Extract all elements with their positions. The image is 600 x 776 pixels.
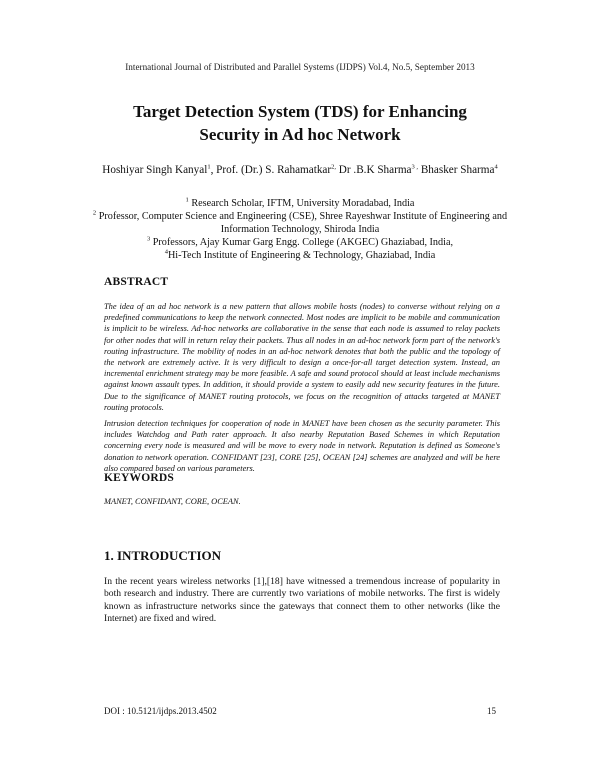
journal-header: International Journal of Distributed and Parallel Systems (IJDPS) Vol.4, No.5, September 2013 <box>125 62 475 72</box>
paper-title <box>60 100 540 146</box>
affiliation-3-text: Professors, Ajay Kumar Garg Engg. College (AKGEC) Ghaziabad, India, <box>150 237 454 248</box>
title-line-1: Target Detection System (TDS) for Enhancing <box>133 102 467 121</box>
author-list <box>100 162 500 178</box>
author-1: Hoshiyar Singh Kanyal <box>102 164 208 176</box>
page-number: 15 <box>487 706 496 716</box>
affiliation-3 <box>90 236 510 249</box>
affiliation-1-text: Research Scholar, IFTM, University Moradabad, India <box>188 198 415 209</box>
affiliation-2 <box>90 210 510 236</box>
abstract-heading: ABSTRACT <box>104 276 169 288</box>
affiliation-3-sup: 3 <box>146 235 151 243</box>
affiliation-4-sup: 4 <box>164 248 168 256</box>
introduction-paragraph-1: In the recent years wireless networks [1],[18] have witnessed a tremendous increase of popularity in both research and industry. There are currently two variations of mobile networks. The first is widely known as infrastructure networks since the gateways that connect them to other networks (like the Internet) are fixed and wired. <box>104 576 500 625</box>
affiliation-1 <box>90 197 510 210</box>
affiliation-2-sup: 2 <box>92 209 97 217</box>
author-3: Dr .B.K Sharma <box>336 164 412 176</box>
abstract-paragraph-2: Intrusion detection techniques for cooperation of node in MANET have been chosen as the security parameter. This includes Watchdog and Path rater approach. It also nearby Reputation Based Schemes in which Reputation concerning every node is measured and will be move to every node in network. Reputation is defined as Someone's donation to network operation. CONFIDANT [23], CORE [25], OCEAN [24] schemes are analyzed and will be here also compared based on various parameters. <box>104 419 500 473</box>
author-4: Bhasker Sharma <box>418 164 495 176</box>
author-3-sup: 3 , <box>411 163 419 171</box>
affiliations <box>90 197 510 262</box>
author-1-sup: 1 <box>207 163 211 171</box>
keywords-list: MANET, CONFIDANT, CORE, OCEAN. <box>104 497 241 506</box>
affiliation-4 <box>90 249 510 262</box>
affiliation-4-text: Hi-Tech Institute of Engineering & Technology, Ghaziabad, India <box>167 250 436 261</box>
author-4-sup: 4 <box>494 163 498 171</box>
footer-doi: DOI : 10.5121/ijdps.2013.4502 <box>104 706 217 716</box>
title-line-2: Security in Ad hoc Network <box>199 125 401 144</box>
introduction-heading: 1. INTRODUCTION <box>104 548 222 563</box>
keywords-heading: KEYWORDS <box>104 472 174 484</box>
affiliation-2-text: Professor, Computer Science and Engineering (CSE), Shree Rayeshwar Institute of Engineering and Information Technology, Shiroda India <box>96 211 508 235</box>
author-2: , Prof. (Dr.) S. Rahamatkar <box>210 164 332 176</box>
author-2-sup: 2, <box>331 163 336 171</box>
affiliation-1-sup: 1 <box>185 196 189 204</box>
abstract-paragraph-1: The idea of an ad hoc network is a new pattern that allows mobile hosts (nodes) to converse without relying on a predefined communications to keep the network connected. Most nodes are implicit to be mobile and communication is implicit to be wireless. Ad-hoc networks are collaborative in the sense that each node is assumed to relay packets for other nodes that will in return relay their packets. Thus all nodes in an ad-hoc network form part of the network's routing infrastructure. The mobility of nodes in an ad-hoc network denotes that both the public and the topology of the network are extremely active. It is very difficult to design a once-for-all target detection system. Instead, an incremental enrichment strategy may be more feasible. A safe and sound protocol should at least include mechanisms against known assault types. In addition, it should provide a system to easily add new security features in the future. Due to the significance of MANET routing protocols, we focus on the recognition of attacks targeted at MANET routing protocols. <box>104 302 500 412</box>
